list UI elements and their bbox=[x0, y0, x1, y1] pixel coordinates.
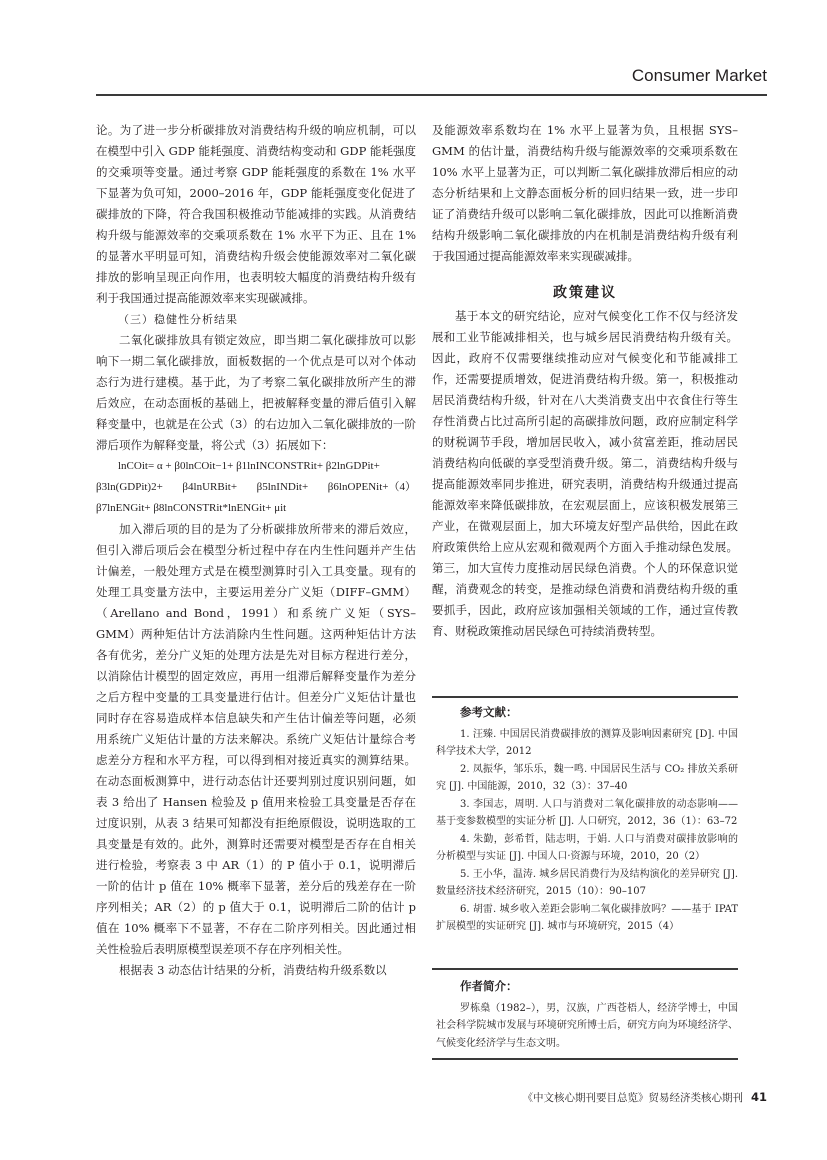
references-box bbox=[432, 696, 738, 936]
author-title: 作者简介： bbox=[460, 979, 518, 993]
journal-brand: Consumer Market bbox=[631, 66, 767, 85]
page-footer bbox=[522, 1090, 767, 1105]
references-top-rule bbox=[432, 696, 738, 698]
left-paragraph-4: 根据表 3 动态估计结果的分析，消费结构升级系数以 bbox=[119, 963, 387, 977]
right-paragraph-2: 基于本文的研究结论，应对气候变化工作不仅与经济发展和工业节能减排相关，也与城乡居民消费结构升级有关。因此，政府不仅需要继续推动应对气候变化和节能减排工作，还需要提质增效，促进消费结构升级。第一，积极推动居民消费结构升级，针对在八大类消费支出中衣食住行等生存性消费占比过高所引起的高碳排放问题，政府应制定科学的财税调节手段，增加居民收入，减小贫富差距，推动居民消费结构向低碳的享受型消费升级。第二，消费结构升级与提高能源效率同步推进，研究表明，消费结构升级通过提高能源效率来降低碳排放，在宏观层面上，应该积极发展第三产业，在微观层面上，加大环境友好型产品供给，因此在政府政策供给上应从宏观和微观两个方面入手推动绿色发展。第三，加大宣传力度推动居民绿色消费。个人的环保意识觉醒，消费观念的转变，是推动绿色消费和消费结构升级的重要抓手，因此，政府应该加强相关领域的工作，通过宣传教育、财税政策推动居民绿色可持续消费转型。 bbox=[432, 309, 738, 638]
left-paragraph-1: 论。为了进一步分析碳排放对消费结构升级的响应机制，可以在模型中引入 GDP 能耗强度、消费结构变动和 GDP 能耗强度的交乘项等变量。通过考察 GDP 能耗强度的系数在 1% 水平下显著为负可知，2000–2016 年，GDP 能耗强度变化促进了碳排放的下降，符合我国积极推动节能减排的实践。从消费结构升级与能源效率的交乘项系数在 1% 水平下为正、且在 1% 的显著水平明显可知，消费结构升级会使能源效率对二氧化碳排放的影响呈现正向作用，也表明较大幅度的消费结构升级有利于我国通过提高能源效率来实现碳减排。 bbox=[96, 123, 416, 305]
footer-journal: 《中文核心期刊要目总览》贸易经济类核心期刊 bbox=[522, 1092, 743, 1104]
left-column bbox=[96, 120, 416, 981]
right-paragraph-1: 及能源效率系数均在 1% 水平上显著为负，且根据 SYS–GMM 的估计量，消费结构升级与能源效率的交乘项系数在 10% 水平上显著为正，可以判断二氧化碳排放滞后相应的动态分析结果和上文静态面板分析的回归结果一致，进一步印证了消费结升级可以影响二氧化碳排放，因此可以推断消费结构升级影响二氧化碳排放的内在机制是消费结构升级有利于我国通过提高能源效率来实现碳减排。 bbox=[432, 123, 738, 263]
reference-item: 4. 朱勤，彭希哲，陆志明，于娟. 人口与消费对碳排放影响的分析模型与实证 [J]. 中国人口·资源与环境，2010，20（2） bbox=[436, 833, 738, 862]
formula-line-1: lnCOit= α + β0lnCOit−1+ β1lnINCONSTRit+ β2lnGDPit+ bbox=[118, 460, 380, 472]
formula-line-2 bbox=[96, 477, 416, 519]
reference-item: 3. 李国志，周明. 人口与消费对二氧化碳排放的动态影响——基于变参数模型的实证分析 [J]. 人口研究，2012，36（1）：63–72 bbox=[436, 798, 738, 827]
reference-item: 5. 王小华，温涛. 城乡居民消费行为及结构演化的差异研究 [J]. 数量经济技术经济研究，2015（10）：90–107 bbox=[436, 868, 738, 897]
formula-line-2-text: β3ln(GDPit)2+ β4lnURBit+ β5lnINDit+ β6lnOPENit+ β7lnENGit+ β8lnCONSTRit*lnENGit+ μit bbox=[96, 481, 389, 514]
author-box bbox=[432, 968, 738, 1060]
subsection-heading: （三）稳健性分析结果 bbox=[118, 313, 238, 326]
header-divider bbox=[96, 94, 767, 96]
author-bio: 罗栋燊（1982–），男，汉族，广西苍梧人，经济学博士，中国社会科学院城市发展与环境研究所博士后，研究方向为环境经济学、气候变化经济学与生态文明。 bbox=[436, 1002, 738, 1049]
reference-item: 2. 凤振华，邹乐乐，魏一鸣. 中国居民生活与 CO₂ 排放关系研究 [J]. 中国能源，2010，32（3）：37–40 bbox=[436, 763, 738, 792]
author-bottom-rule bbox=[432, 1058, 738, 1060]
page-number: 41 bbox=[750, 1090, 767, 1104]
author-top-rule bbox=[432, 968, 738, 970]
reference-item: 1. 汪臻. 中国居民消费碳排放的测算及影响因素研究 [D]. 中国科学技术大学，2012 bbox=[436, 728, 738, 757]
left-paragraph-2: 二氧化碳排放具有锁定效应，即当期二氧化碳排放可以影响下一期二氧化碳排放，面板数据的一个优点是可以对个体动态行为进行建模。基于此，为了考察二氧化碳排放所产生的滞后效应，在动态面板的基础上，把被解释变量的滞后值引入解释变量中，也就是在公式（3）的右边加入二氧化碳排放的一阶滞后项作为解释变量，将公式（3）拓展如下： bbox=[96, 333, 416, 452]
formula-number: （4） bbox=[388, 481, 416, 493]
section-title-policy: 政策建议 bbox=[553, 285, 617, 301]
left-paragraph-3: 加入滞后项的目的是为了分析碳排放所带来的滞后效应，但引入滞后项后会在模型分析过程中存在内生性问题并产生估计偏差，一般处理方式是在模型测算时引入工具变量。现有的处理工具变量方法中，主要运用差分广义矩（DIFF–GMM）（Arellano and Bond，1991）和系统广义矩（SYS–GMM）两种矩估计方法消除内生性问题。这两种矩估计方法各有优劣，差分广义矩的处理方法是先对目标方程进行差分，以消除估计模型的固定效应，再用一组滞后解释变量作为差分之后方程中变量的工具变量进行估计。但差分广义矩估计量也同时存在容易造成样本信息缺失和产生估计偏差等问题，必须用系统广义矩估计量的方法来解决。系统广义矩估计量综合考虑差分方程和水平方程，可以得到相对接近真实的测算结果。在动态面板测算中，进行动态估计还要判别过度识别问题，如表 3 给出了 Hansen 检验及 p 值用来检验工具变量是否存在过度识别，从表 3 结果可知都没有拒绝原假设，说明选取的工具变量是有效的。此外，测算时还需要对模型是否存在自相关进行检验，考察表 3 中 AR（1）的 P 值小于 0.1，说明滞后一阶的估计 p 值在 10% 概率下显著，差分后的残差存在一阶序列相关；AR（2）的 p 值大于 0.1，说明滞后二阶的估计 p 值在 10% 概率下不显著，不存在二阶序列相关。因此通过相关性检验后表明原模型误差项不存在序列相关性。 bbox=[96, 522, 416, 956]
references-title: 参考文献： bbox=[460, 705, 518, 719]
right-column bbox=[432, 120, 738, 642]
reference-item: 6. 胡雷. 城乡收入差距会影响二氧化碳排放吗？——基于 IPAT 扩展模型的实证研究 [J]. 城市与环境研究，2015（4） bbox=[436, 903, 738, 932]
